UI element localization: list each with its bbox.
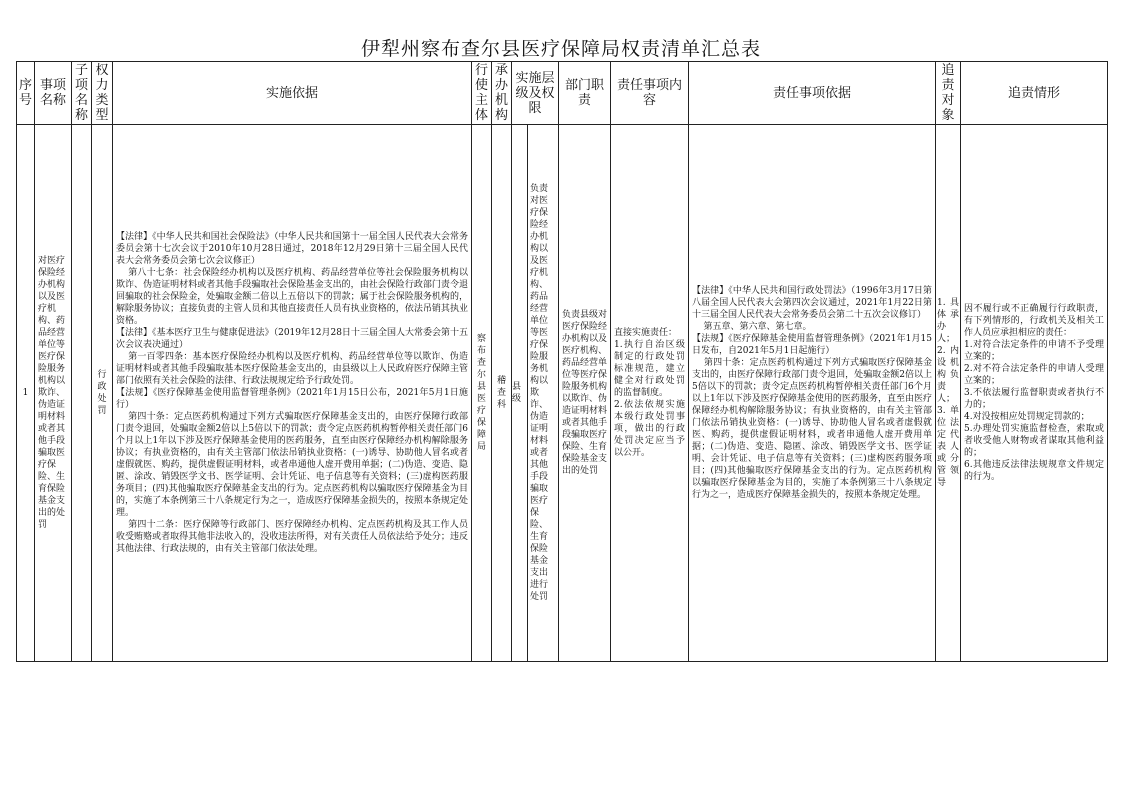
table-header-row xyxy=(17,62,1108,125)
cell-duty-basis: 【法律】《中华人民共和国行政处罚法》（1996年3月17日第八届全国人民代表大会第四次会议通过，2021年1月22日第十三届全国人民代表大会常务委员会第二十五次会议修订） 第五章、第六章、第七章。 【法规】《医疗保障基金使用监督管理条例》（2021年1月15日发布，自2021年5月1日起施行） 第四十条：定点医药机构通过下列方式骗取医疗保障基金支出的，由医疗保障行政部门责令退回，处骗取金额2倍以上5倍以下的罚款；责令定点医药机构暂停相关责任部门6个月以上1年以下涉及医疗保障基金使用的医药服务，直至由医疗保障经办机构解除服务协议；有执业资格的，由有关主管部门依法吊销执业资格：(一)诱导、协助他人冒名或者虚假就医、购药，提供虚假证明材料，或者串通他人虚开费用单据；(二)伪造、变造、隐匿、涂改、销毁医学文书、医学证明、会计凭证、电子信息等有关资料；(三)虚构医药服务项目；(四)其他骗取医疗保障基金支出的行为。定点医药机构以骗取医疗保障基金为目的，实施了本条例第三十八条规定行为之一，造成医疗保障基金损失的，按照本条规定处理。 xyxy=(689,125,936,662)
header-seq: 序号 xyxy=(17,62,35,125)
cell-power-type: 行政处罚 xyxy=(92,125,113,662)
duty-list-table xyxy=(16,61,1108,662)
cell-seq: 1 xyxy=(17,125,35,662)
cell-basis: 【法律】《中华人民共和国社会保险法》（中华人民共和国第十一届全国人民代表大会常务委员会第十七次会议于2010年10月28日通过，2018年12月29日第十三届全国人民代表大会常务委员会第七次会议修正） 第八十七条：社会保险经办机构以及医疗机构、药品经营单位等社会保险服务机构以欺诈、伪造证明材料或者其他手段骗取社会保险基金支出的，由社会保险行政部门责令退回骗取的社会保险金，处骗取金额二倍以上五倍以下的罚款；属于社会保险服务机构的，解除服务协议；直接负责的主管人员和其他直接责任人员有执业资格的，依法吊销其执业资格。 【法律】《基本医疗卫生与健康促进法》（2019年12月28日十三届全国人大常委会第十五次会议表决通过） 第一百零四条：基本医疗保险经办机构以及医疗机构、药品经营单位等以欺诈、伪造证明材料或者其他手段骗取基本医疗保险基金支出的，由县级以上人民政府医疗保障主管部门依照有关社会保险的法律、行政法规规定给予行政处罚。 【法规】《医疗保障基金使用监督管理条例》（2021年1月15日公布，2021年5月1日施行） 第四十条：定点医药机构通过下列方式骗取医疗保障基金支出的，由医疗保障行政部门责令退回，处骗取金额2倍以上5倍以下的罚款；责令定点医药机构暂停相关责任部门6个月以上1年以下涉及医疗保障基金使用的医药服务，直至由医疗保障经办机构解除服务协议；有执业资格的，由有关主管部门依法吊销执业资格：(一)诱导、协助他人冒名或者虚假就医、购药，提供虚假证明材料，或者串通他人虚开费用单据；(二)伪造、变造、隐匿、涂改、销毁医学文书、医学证明、会计凭证、电子信息等有关资料；(三)虚构医药服务项目；(四)其他骗取医疗保障基金支出的行为。定点医药机构以骗取医疗保障基金为目的，实施了本条例第三十八条规定行为之一，造成医疗保障基金损失的，按照本条规定处理。 第四十二条：医疗保障等行政部门、医疗保障经办机构、定点医药机构及其工作人员收受贿赂或者取得其他非法收入的，没收违法所得，对有关责任人员依法给予处分；违反其他法律、行政法规的，由有关主管部门依法处理。 xyxy=(113,125,472,662)
header-item-name: 事项名称 xyxy=(35,62,72,125)
header-office: 承办机构 xyxy=(492,62,512,125)
cell-subject: 察布查尔县医疗保障局 xyxy=(472,125,492,662)
cell-office: 稽查科 xyxy=(492,125,512,662)
cell-item-name: 对医疗保险经办机构以及医疗机构、药品经营单位等医疗保险服务机构以欺诈、伪造证明材料或者其他手段骗取医疗保险、生育保险基金支出的处罚 xyxy=(35,125,72,662)
header-sub-item: 子项名称 xyxy=(72,62,92,125)
header-power-type: 权力类型 xyxy=(92,62,113,125)
header-situations: 追责情形 xyxy=(961,62,1108,125)
level-note: 负责对医疗保险经办机构以及医疗机构、药品经营单位等医疗保险服务机构以欺诈、伪造证明材料或者其他手段骗取医疗保险、生育保险基金支出进行处罚 xyxy=(530,184,549,602)
cell-sub-item xyxy=(72,125,92,662)
header-duty-basis: 责任事项依据 xyxy=(689,62,936,125)
level-value: 县级 xyxy=(512,125,528,661)
header-basis: 实施依据 xyxy=(113,62,472,125)
cell-situations: 因不履行或不正确履行行政职责，有下列情形的，行政机关及相关工作人员应承担相应的责任： 1.对符合法定条件的申请不予受理立案的； 2.对不符合法定条件的申请人受理立案的； 3.不依法履行监督职责或者执行不力的； 4.对没按相应处罚规定罚款的； 5.办理处罚实施监督检查，索取或者收受他人财物或者谋取其他利益的； 6.其他违反法律法规规章文件规定的行为。 xyxy=(961,125,1108,662)
cell-dept-duty: 负责县级对医疗保险经办机构以及医疗机构、药品经营单位等医疗保险服务机构以欺诈、伪造证明材料或者其他手段骗取医疗保险、生育保险基金支出的处罚 xyxy=(559,125,611,662)
header-accountable: 追责对象 xyxy=(936,62,961,125)
table-row xyxy=(17,125,1108,662)
cell-level xyxy=(512,125,559,662)
header-duty-content: 责任事项内容 xyxy=(611,62,689,125)
header-dept-duty: 部门职责 xyxy=(559,62,611,125)
header-subject: 行使主体 xyxy=(472,62,492,125)
cell-accountable: 1.具体承办人； 2.内设机构负责人； 3.单位法定代表人或分管领导 xyxy=(936,125,961,662)
page-title: 伊犁州察布查尔县医疗保障局权责清单汇总表 xyxy=(360,38,761,60)
header-level: 实施层级及权限 xyxy=(512,62,559,125)
cell-duty-content: 直接实施责任： 1.执行自治区级制定的行政处罚标准规范，建立健全对行政处罚的监督制度。 2.依法依规实施本级行政处罚事项，做出的行政处罚决定应当予以公开。 xyxy=(611,125,689,662)
